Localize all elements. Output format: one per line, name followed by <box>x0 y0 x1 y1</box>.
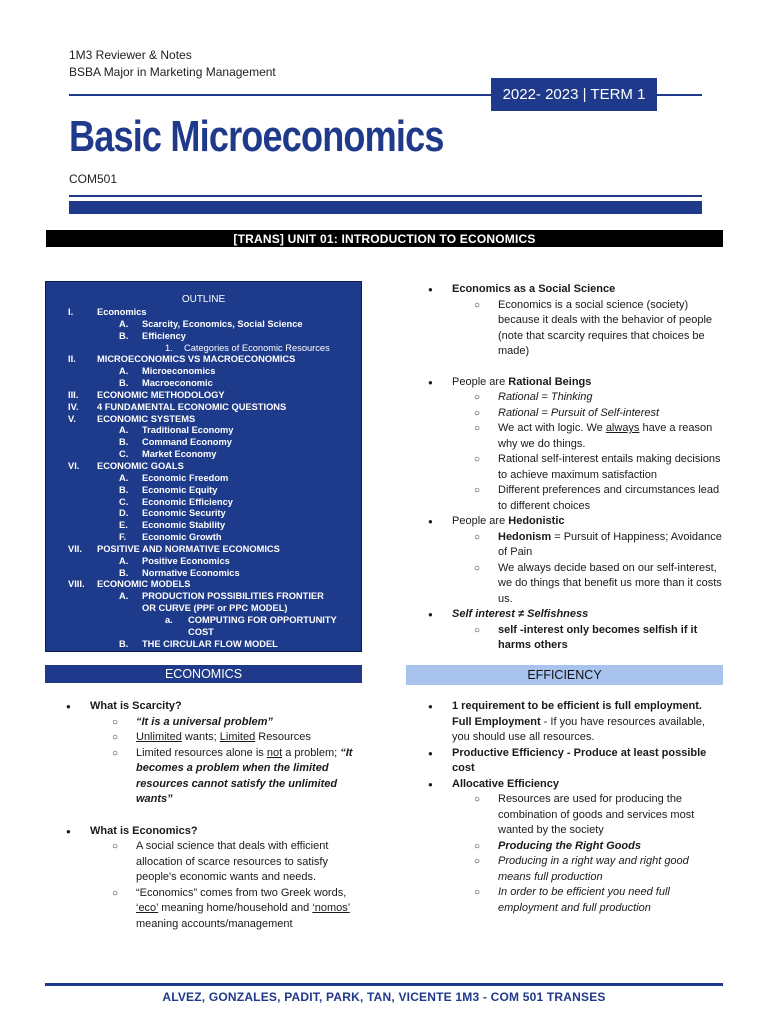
outline-item <box>46 520 361 532</box>
outline-item <box>46 354 361 366</box>
outline-item-number: a. <box>165 614 173 625</box>
outline-item-text: POSITIVE AND NORMATIVE ECONOMICS <box>97 543 280 554</box>
outline-item <box>46 461 361 473</box>
outline-item <box>46 579 361 591</box>
outline-item-text: Command Economy <box>142 437 232 448</box>
outline-item <box>46 508 361 520</box>
outline-item-text: Categories of Economic Resources <box>184 342 330 353</box>
outline-item-text: MICROECONOMICS VS MACROECONOMICS <box>97 354 296 365</box>
list-item: ● People are Rational Beings <box>428 375 724 391</box>
outline-item <box>46 425 361 437</box>
outline-item-text: Macroeconomic <box>142 378 213 389</box>
outline-item <box>46 532 361 544</box>
list-item: ○ “Economics” comes from two Greek words, ‘eco’ meaning home/household and ‘nomos’ meaning accounts/management <box>112 886 356 933</box>
outline-item <box>46 331 361 343</box>
outline-list <box>46 307 361 650</box>
outline-item-text: Economic Stability <box>142 520 226 531</box>
economics-notes <box>66 699 356 932</box>
outline-item <box>46 437 361 449</box>
efficiency-section-title: EFFICIENCY <box>527 668 602 682</box>
outline-item <box>46 319 361 331</box>
outline-item <box>46 449 361 461</box>
outline-item-text: 4 FUNDAMENTAL ECONOMIC QUESTIONS <box>97 401 287 412</box>
list-item: ○ Resources are used for producing the combination of goods and services most wanted by the society <box>474 792 724 839</box>
outline-item-text: ECONOMIC GOALS <box>97 460 184 471</box>
list-item: ● Allocative Efficiency <box>428 777 724 793</box>
outline-item-number: B. <box>119 567 129 578</box>
outline-item-text: COST <box>188 626 214 637</box>
outline-item <box>46 568 361 580</box>
term-label: 2022- 2023 | TERM 1 <box>502 86 646 103</box>
outline-item <box>46 544 361 556</box>
title-band <box>69 201 702 214</box>
outline-item <box>46 603 361 615</box>
header-line-2: BSBA Major in Marketing Management <box>69 65 276 79</box>
outline-item <box>46 627 361 639</box>
outline-item <box>46 390 361 402</box>
header-rule-right <box>657 94 702 96</box>
outline-item-text: OR CURVE (PPF or PPC MODEL) <box>142 603 288 614</box>
outline-item <box>46 402 361 414</box>
list-item: ○ We always decide based on our self-interest, we do things that benefit us more than it costs us. <box>474 561 724 608</box>
list-item: ● Self interest ≠ Selfishness <box>428 607 724 623</box>
list-item: ○ Limited resources alone is not a problem; “It becomes a problem when the limited resources cannot satisfy the unlimited wants” <box>112 746 356 808</box>
outline-item-text: Scarcity, Economics, Social Science <box>142 318 303 329</box>
outline-item-number: B. <box>119 638 129 649</box>
outline-item-text: Positive Economics <box>142 555 230 566</box>
outline-item-number: D. <box>119 508 129 519</box>
efficiency-notes <box>428 699 724 916</box>
outline-item-number: A. <box>119 555 129 566</box>
efficiency-section-bar <box>406 665 723 685</box>
list-item: ● What is Economics? <box>66 824 356 840</box>
outline-item-number: B. <box>119 437 129 448</box>
economics-section-bar <box>45 665 362 683</box>
outline-item <box>46 366 361 378</box>
outline-item-number: A. <box>119 472 129 483</box>
outline-item <box>46 615 361 627</box>
outline-item-number: I. <box>68 307 74 317</box>
outline-item <box>46 307 361 319</box>
list-item: ● People are Hedonistic <box>428 514 724 530</box>
outline-title: OUTLINE <box>181 294 226 305</box>
unit-heading-bar <box>46 230 723 247</box>
outline-item-number: IV. <box>68 401 79 412</box>
outline-item <box>46 591 361 603</box>
list-item: ○ Economics is a social science (society) because it deals with the behavior of people (note that scarcity requires that choices be made) <box>474 298 724 360</box>
footer-authors: ALVEZ, GONZALES, PADIT, PARK, TAN, VICENTE 1M3 - COM 501 TRANSES <box>162 990 606 1004</box>
outline-item-number: E. <box>119 520 128 531</box>
outline-item-number: VIII. <box>68 579 85 590</box>
list-item: ○ Producing the Right Goods <box>474 839 724 855</box>
outline-item-number: C. <box>119 449 129 460</box>
outline-item-number: B. <box>119 378 129 389</box>
list-item: ● 1 requirement to be efficient is full employment. Full Employment - If you have resources available, you should use all resources. <box>428 699 724 746</box>
outline-item <box>46 473 361 485</box>
list-item: ○ Rational self-interest entails making decisions to achieve maximum satisfaction <box>474 452 724 483</box>
outline-item-text: ECONOMIC SYSTEMS <box>97 413 196 424</box>
outline-item-number: C. <box>119 496 129 507</box>
list-item: ○ A social science that deals with efficient allocation of scarce resources to satisfy people's economic wants and needs. <box>112 839 356 886</box>
outline-item-number: A. <box>119 318 129 329</box>
outline-item-text: Economic Growth <box>142 532 222 543</box>
outline-item <box>46 497 361 509</box>
header-rule-left <box>69 94 491 96</box>
list-item: ● What is Scarcity? <box>66 699 356 715</box>
outline-item-number: F. <box>119 532 127 543</box>
outline-item-number: VII. <box>68 543 82 554</box>
outline-item-text: ECONOMIC MODELS <box>97 579 191 590</box>
outline-item-text: Microeconomics <box>142 366 216 377</box>
title-rule <box>69 195 702 197</box>
list-item: ○ Rational = Thinking <box>474 390 724 406</box>
list-item: ○ Unlimited wants; Limited Resources <box>112 730 356 746</box>
outline-item-number: A. <box>119 591 129 602</box>
header-line-1: 1M3 Reviewer & Notes <box>69 48 192 62</box>
list-item: ● Economics as a Social Science <box>428 282 724 298</box>
outline-item-text: Market Economy <box>142 449 217 460</box>
outline-item-number: B. <box>119 330 129 341</box>
outline-item-number: A. <box>119 425 129 436</box>
outline-item-text: PRODUCTION POSSIBILITIES FRONTIER <box>142 591 324 602</box>
list-item: ○ Different preferences and circumstances lead to different choices <box>474 483 724 514</box>
list-item: ○ self -interest only becomes selfish if it harms others <box>474 623 724 654</box>
outline-item-text: Normative Economics <box>142 567 240 578</box>
outline-item-number: VI. <box>68 460 80 471</box>
term-badge <box>491 78 657 111</box>
unit-heading: [TRANS] UNIT 01: INTRODUCTION TO ECONOMICS <box>233 231 536 246</box>
outline-item-text: Economic Security <box>142 508 226 519</box>
outline-item <box>46 414 361 426</box>
outline-item-text: Economic Freedom <box>142 472 229 483</box>
outline-item <box>46 639 361 651</box>
list-item: ○ Producing in a right way and right good means full production <box>474 854 724 885</box>
outline-item-number: A. <box>119 366 129 377</box>
page-title: Basic Microeconomics <box>69 112 444 161</box>
outline-item-text: Economic Efficiency <box>142 496 233 507</box>
outline-item-number: B. <box>119 484 129 495</box>
list-item: ○ We act with logic. We always have a reason why we do things. <box>474 421 724 452</box>
outline-item <box>46 556 361 568</box>
list-item: ● Productive Efficiency - Produce at least possible cost <box>428 746 724 777</box>
outline-item-number: V. <box>68 413 76 424</box>
list-item: ○ “It is a universal problem” <box>112 715 356 731</box>
list-item: ○ Hedonism = Pursuit of Happiness; Avoidance of Pain <box>474 530 724 561</box>
list-item: ○ Rational = Pursuit of Self-interest <box>474 406 724 422</box>
footer-rule <box>45 983 723 986</box>
outline-item-text: Economics <box>97 307 147 317</box>
outline-item-number: II. <box>68 354 76 365</box>
outline-item <box>46 343 361 355</box>
outline-item-text: THE CIRCULAR FLOW MODEL <box>142 638 278 649</box>
outline-item-text: COMPUTING FOR OPPORTUNITY <box>188 614 337 625</box>
outline-box <box>45 281 362 652</box>
outline-item-number: III. <box>68 389 79 400</box>
course-code: COM501 <box>69 172 118 186</box>
economics-section-title: ECONOMICS <box>164 667 243 681</box>
outline-item-text: ECONOMIC METHODOLOGY <box>97 389 225 400</box>
list-item: ○ In order to be efficient you need full employment and full production <box>474 885 724 916</box>
right-top-notes <box>428 282 724 654</box>
outline-item-number: 1. <box>165 342 173 353</box>
outline-item-text: Efficiency <box>142 330 186 341</box>
outline-item-text: Economic Equity <box>142 484 218 495</box>
outline-item <box>46 378 361 390</box>
outline-item-text: Traditional Economy <box>142 425 234 436</box>
outline-item <box>46 485 361 497</box>
